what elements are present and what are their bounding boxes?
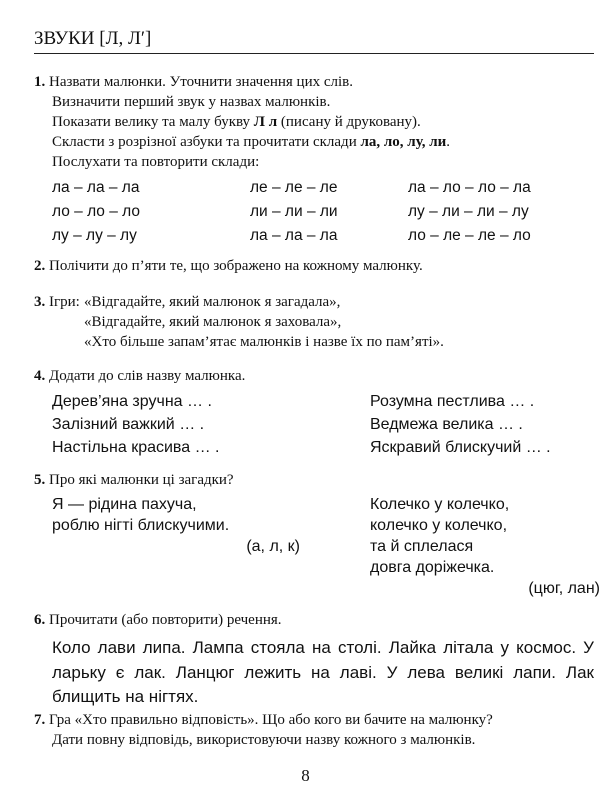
task-number: 1. <box>34 74 46 90</box>
task-1-line-3: Показати велику та малу букву Л л (писану й друковану). <box>52 114 421 130</box>
task-6 <box>34 610 594 710</box>
word-phrase: Залізний важкий … . <box>52 416 205 433</box>
task-number: 3. <box>34 294 46 310</box>
riddle-answer: (цюг, лан) <box>528 580 600 597</box>
task-7-line-2: Дати повну відповідь, використовуючи назву кожного з малюнків. <box>52 732 476 748</box>
task-number: 2. <box>34 258 46 274</box>
task-7-line-1: Гра «Хто правильно відповість». Що або кого ви бачите на малюнку? <box>49 712 493 728</box>
word-pairs <box>34 390 594 459</box>
syllable-cell: ли – ли – ли <box>250 203 338 220</box>
task-1 <box>34 72 594 248</box>
task-2 <box>34 256 594 276</box>
word-phrase: Розумна пестлива … . <box>370 393 535 410</box>
task-1-line-5: Послухати та повторити склади: <box>52 154 260 170</box>
task-5 <box>34 470 600 599</box>
syllable-cell: ле – ле – ле <box>250 179 338 196</box>
reading-passage: Коло лави липа. Лампа стояла на столі. Лайка літала у космос. У ларьку є лак. Ланцюг лежить на лаві. У лева великі лапи. Лак блищить на нігтях. <box>52 638 594 706</box>
word-phrase: Настільна красива … . <box>52 439 220 456</box>
task-4 <box>34 366 594 459</box>
syllable-cell: ла – ла – ла <box>250 227 338 244</box>
riddle-right: Колечко у колечко, колечко у колечко, та й сплелася довга доріжечка. (цюг, лан) <box>370 496 600 597</box>
syllable-cell: лу – лу – лу <box>52 227 137 244</box>
task-number: 6. <box>34 612 46 628</box>
task-7 <box>34 710 594 750</box>
game-item: «Хто більше запам’ятає малюнків і назве їх по пам’яті». <box>84 334 444 350</box>
games-label: Ігри: <box>49 294 80 310</box>
word-phrase: Ведмежа велика … . <box>370 416 523 433</box>
task-1-line-2: Визначити перший звук у назвах малюнків. <box>52 94 331 110</box>
task-1-line-1: 1. Назвати малюнки. Уточнити значення цих слів. <box>34 74 353 90</box>
page-number: 8 <box>301 766 310 785</box>
task-number: 4. <box>34 368 46 384</box>
syllable-cell: лу – ли – ли – лу <box>408 203 529 220</box>
syllable-cell: ло – ле – ле – ло <box>408 227 531 244</box>
word-phrase: Яскравий блискучий … . <box>370 439 551 456</box>
riddle-answer: (а, л, к) <box>246 538 300 555</box>
riddle-left: Я — рідина пахуча, роблю нігті блискучими. (а, л, к) <box>52 494 370 599</box>
task-6-text: Прочитати (або повторити) речення. <box>49 612 282 628</box>
game-item: «Відгадайте, який малюнок я загадала», <box>84 294 341 310</box>
task-5-text: Про які малюнки ці загадки? <box>49 472 234 488</box>
page-title: ЗВУКИ [Л, Л′] <box>34 28 594 54</box>
syllable-cell: ло – ло – ло <box>52 203 140 220</box>
syllable-cell: ла – ло – ло – ла <box>408 179 531 196</box>
task-4-text: Додати до слів назву малюнка. <box>49 368 246 384</box>
task-2-text: Полічити до п’яти те, що зображено на кожному малюнку. <box>49 258 423 274</box>
word-phrase: Дерев’яна зручна … . <box>52 393 212 410</box>
task-number: 7. <box>34 712 46 728</box>
syllable-cell: ла – ла – ла <box>52 179 140 196</box>
task-3 <box>34 292 594 352</box>
syllable-grid <box>34 176 594 248</box>
game-item: «Відгадайте, який малюнок я заховала», <box>84 314 342 330</box>
riddles <box>34 494 600 599</box>
task-1-line-4: Скласти з розрізної азбуки та прочитати склади ла, ло, лу, ли. <box>52 134 451 150</box>
task-number: 5. <box>34 472 46 488</box>
